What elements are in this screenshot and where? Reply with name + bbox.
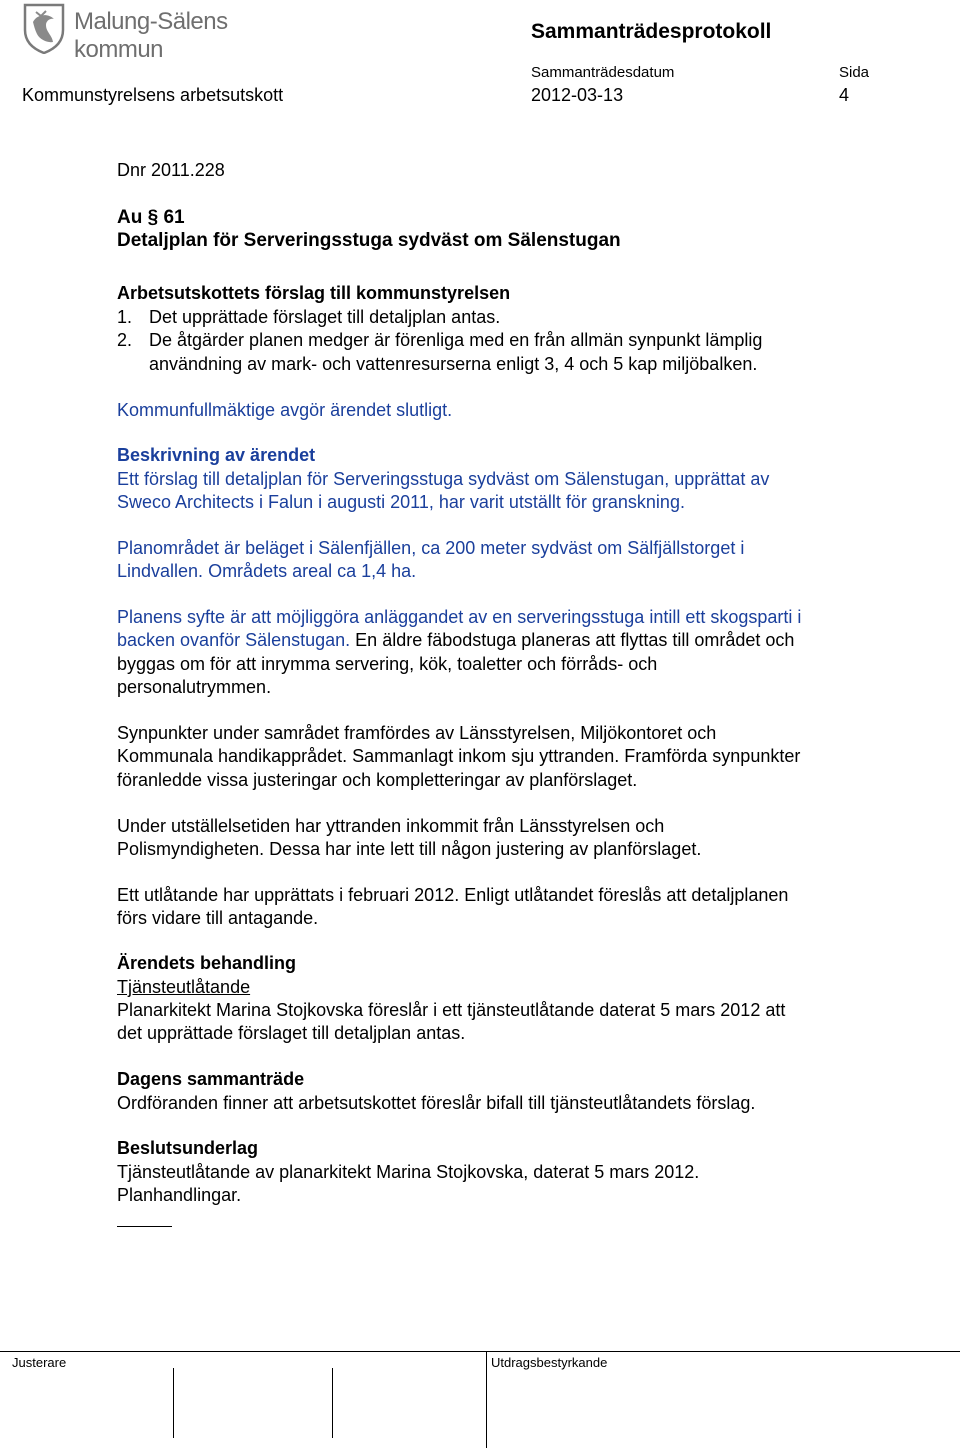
- paragraph-line: Planens syfte är att möjliggöra anläggandet av en serveringsstuga intill ett skogsparti i: [117, 607, 802, 627]
- coat-of-arms-icon: [22, 2, 66, 54]
- basis-heading: Beslutsunderlag: [117, 1138, 259, 1158]
- list-number: 1.: [117, 307, 133, 327]
- footer-rule: [0, 1351, 960, 1352]
- page-number: 4: [839, 85, 850, 105]
- paragraph-line: Ett utlåtande har upprättats i februari 2012. Enligt utlåtandet föreslås att detaljplanen: [117, 885, 789, 905]
- description-paragraph: [117, 606, 801, 699]
- meeting-text: Ordföranden finner att arbetsutskottet föreslår bifall till tjänsteutlåtandets förslag.: [117, 1093, 756, 1113]
- paragraph-line: Planområdet är beläget i Sälenfjällen, ca 200 meter sydväst om Sälfjällstorget i: [117, 538, 745, 558]
- handling-heading: Ärendets behandling: [117, 953, 297, 973]
- description-paragraph: [117, 468, 769, 515]
- list-item: [117, 329, 907, 376]
- paragraph-line: förs vidare till antagande.: [117, 908, 319, 929]
- description-paragraph: [117, 722, 800, 792]
- basis-text: [117, 1161, 699, 1208]
- proposal-list: [117, 306, 907, 376]
- paragraph-line: Planhandlingar.: [117, 1185, 242, 1206]
- signature-divider: [173, 1368, 174, 1438]
- paragraph-line: byggas om för att inrymma servering, kök, toaletter och förråds- och: [117, 653, 658, 674]
- paragraph-line: En äldre fäbodstuga planeras att flyttas till området och: [350, 630, 795, 651]
- list-text-line: De åtgärder planen medger är förenliga med en från allmän synpunkt lämplig: [149, 330, 763, 351]
- description-paragraph: [117, 884, 788, 931]
- paragraph-line: det upprättade förslaget till detaljplan antas.: [117, 1023, 466, 1044]
- final-decision-note: Kommunfullmäktige avgör ärendet slutligt.: [117, 400, 453, 420]
- extract-label: Utdragsbestyrkande: [491, 1355, 608, 1370]
- paragraph-line: Kommunala handikapprådet. Sammanlagt inkom sju yttranden. Framförda synpunkter: [117, 746, 801, 767]
- handling-subheading: Tjänsteutlåtande: [117, 977, 251, 997]
- description-paragraph: [117, 815, 701, 862]
- list-text-line: användning av mark- och vattenresurserna enligt 3, 4 och 5 kap miljöbalken.: [149, 353, 758, 374]
- committee-name: Kommunstyrelsens arbetsutskott: [22, 85, 284, 105]
- description-paragraph: [117, 537, 744, 584]
- paragraph-line: Under utställelsetiden har yttranden inkommit från Länsstyrelsen och: [117, 816, 665, 836]
- section-number: Au § 61: [117, 207, 185, 228]
- list-item: [117, 306, 907, 329]
- signature-divider: [486, 1352, 487, 1448]
- paragraph-line: Synpunkter under samrådet framfördes av Länsstyrelsen, Miljökontoret och: [117, 723, 717, 743]
- description-heading: Beskrivning av ärendet: [117, 445, 316, 465]
- paragraph-line: Sweco Architects i Falun i augusti 2011, har varit utställt för granskning.: [117, 492, 685, 513]
- meeting-heading: Dagens sammanträde: [117, 1069, 305, 1089]
- handling-text: [117, 999, 785, 1046]
- end-rule: [117, 1226, 172, 1227]
- paragraph-line: backen ovanför Sälenstugan.: [117, 630, 351, 651]
- paragraph-line: föranledde vissa justeringar och kompletteringar av planförslaget.: [117, 769, 638, 790]
- paragraph-line: personalutrymmen.: [117, 676, 272, 697]
- case-title: Detaljplan för Serveringsstuga sydväst om Sälenstugan: [117, 230, 621, 251]
- adjuster-label: Justerare: [12, 1355, 67, 1370]
- list-text: Det upprättade förslaget till detaljplan antas.: [149, 307, 501, 327]
- meeting-date: 2012-03-13: [531, 85, 624, 105]
- paragraph-line: Lindvallen. Områdets areal ca 1,4 ha.: [117, 561, 417, 582]
- paragraph-line: Ett förslag till detaljplan för Serveringsstuga sydväst om Sälenstugan, upprättat av: [117, 469, 770, 489]
- paragraph-line: Planarkitekt Marina Stojkovska föreslår i ett tjänsteutlåtande daterat 5 mars 2012 att: [117, 1000, 786, 1020]
- page-label: Sida: [839, 64, 870, 81]
- proposal-heading: Arbetsutskottets förslag till kommunstyrelsen: [117, 283, 511, 303]
- municipality-name: Malung-Sälens kommun: [74, 8, 228, 63]
- date-label: Sammanträdesdatum: [531, 64, 675, 81]
- case-number: Dnr 2011.228: [117, 160, 225, 180]
- document-type: Sammanträdesprotokoll: [531, 20, 772, 43]
- signature-divider: [332, 1368, 333, 1438]
- paragraph-line: Tjänsteutlåtande av planarkitekt Marina Stojkovska, daterat 5 mars 2012.: [117, 1162, 700, 1182]
- list-number: 2.: [117, 330, 133, 351]
- list-text: [149, 329, 762, 376]
- paragraph-line: Polismyndigheten. Dessa har inte lett till någon justering av planförslaget.: [117, 839, 702, 860]
- municipality-logo: [22, 2, 312, 63]
